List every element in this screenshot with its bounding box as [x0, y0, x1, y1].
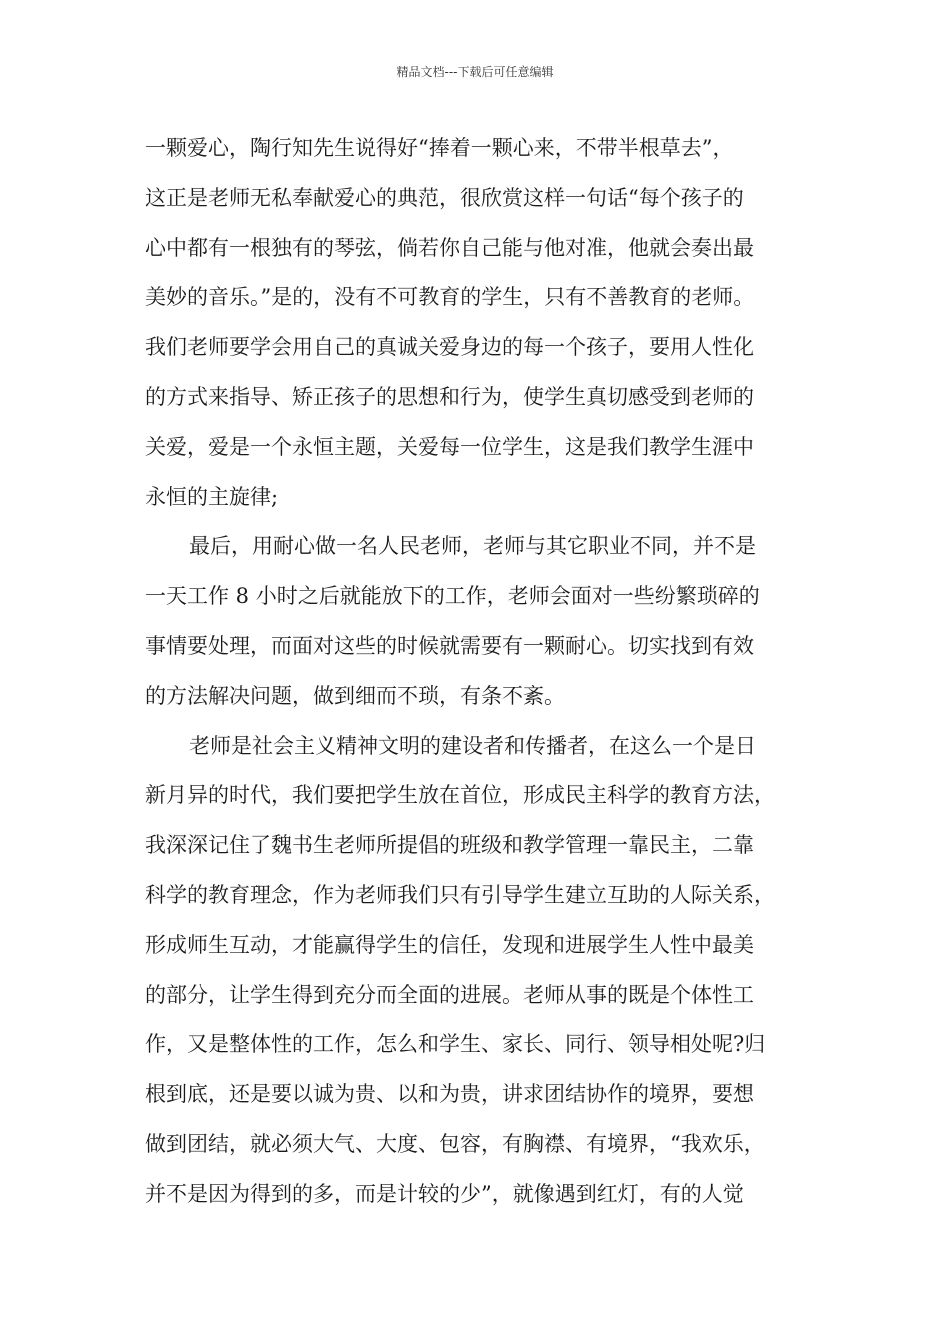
text-line: 的方式来指导、矫正孩子的思想和行为，使学生真切感受到老师的 [145, 384, 754, 409]
text-line: 一天工作 8 小时之后就能放下的工作，老师会面对一些纷繁琐碎的 [145, 584, 760, 609]
text-line: 的部分，让学生得到充分而全面的进展。老师从事的既是个体性工 [145, 982, 754, 1007]
text-line: 新月异的时代，我们要把学生放在首位，形成民主科学的教育方法， [145, 783, 775, 808]
page-header: 精品文档---下载后可任意编辑 [396, 65, 554, 79]
text-line: 的方法解决问题，做到细而不琐，有条不紊。 [145, 683, 565, 708]
paragraph-first-line: 老师是社会主义精神文明的建设者和传播者，在这么一个是日 [189, 733, 756, 758]
text-line: 科学的教育理念，作为老师我们只有引导学生建立互助的人际关系， [145, 882, 775, 907]
text-line: 永恒的主旋律; [145, 484, 279, 509]
document-body [145, 124, 815, 1220]
paragraph-first-line: 最后，用耐心做一名人民老师，老师与其它职业不同，并不是 [189, 534, 756, 559]
text-line: 形成师生互动，才能赢得学生的信任，发现和进展学生人性中最美 [145, 932, 754, 957]
text-line: 美妙的音乐。”是的，没有不可教育的学生，只有不善教育的老师。 [145, 285, 755, 310]
text-line: 这正是老师无私奉献爱心的典范，很欣赏这样一句话“每个孩子的 [145, 185, 744, 210]
text-line: 心中都有一根独有的琴弦，倘若你自己能与他对准，他就会奏出最 [145, 235, 754, 260]
text-line: 并不是因为得到的多，而是计较的少”，就像遇到红灯，有的人觉 [145, 1181, 744, 1206]
text-line: 一颗爱心，陶行知先生说得好“捧着一颗心来，不带半根草去”， [145, 136, 734, 160]
text-line: 做到团结，就必须大气、大度、包容，有胸襟、有境界，“我欢乐， [145, 1131, 765, 1156]
text-line: 事情要处理，而面对这些的时候就需要有一颗耐心。切实找到有效 [145, 633, 754, 658]
text-line: 关爱，爱是一个永恒主题，关爱每一位学生，这是我们教学生涯中 [145, 434, 754, 459]
text-line: 我们老师要学会用自己的真诚关爱身边的每一个孩子，要用人性化 [145, 335, 754, 360]
text-line: 根到底，还是要以诚为贵、以和为贵，讲求团结协作的境界，要想 [145, 1082, 754, 1107]
text-line: 我深深记住了魏书生老师所提倡的班级和教学管理一靠民主，二靠 [145, 833, 754, 858]
text-line: 作，又是整体性的工作，怎么和学生、家长、同行、领导相处呢?归 [145, 1032, 766, 1057]
